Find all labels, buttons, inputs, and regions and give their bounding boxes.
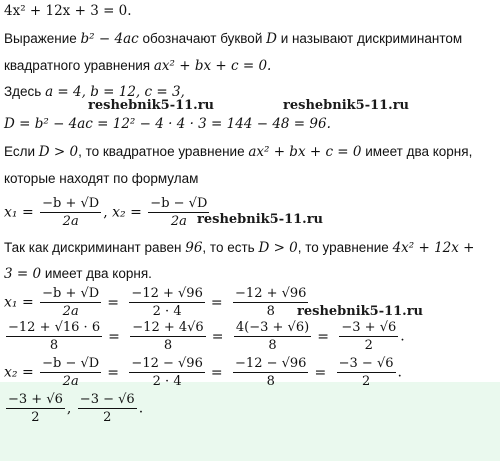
- math: D > 0: [258, 240, 298, 256]
- fraction: $\frac{-3 + √6}{2}$: [8, 392, 63, 425]
- text-line-condition: [4, 143, 472, 161]
- fraction: $\frac{-b - √D}{2a}$: [150, 196, 208, 229]
- text-line-formulas: которые находят по формулам: [4, 171, 199, 186]
- text: имеет два корня,: [361, 144, 473, 159]
- root1-simplify: $\frac{-12 + √16 \cdot 6}{8}$ = $\frac{-12 + 4√6}{8}$ = $\frac{4(-3 + √6)}{8}$ = $\frac{-3 + √6}{2}$ .: [8, 320, 405, 353]
- roots-formula: x₁ = $\frac{-b + √D}{2a}$ , x₂ = $\frac{-b - √D}{2a}$: [4, 196, 208, 229]
- watermark: reshebnik5-11.ru: [88, 98, 215, 113]
- math: D: [266, 31, 277, 47]
- text-line-quadratic: [4, 57, 271, 75]
- math: x₁ =: [4, 204, 34, 221]
- fraction: $\frac{-3 + √6}{2}$: [341, 320, 397, 353]
- discriminant-calc: D = b² − 4ac = 12² − 4 · 4 · 3 = 144 − 48 = 96.: [4, 116, 331, 132]
- equation-line: 4x² + 12x + 3 = 0.: [4, 3, 132, 19]
- fraction: $\frac{-b + √D}{2a}$: [42, 196, 100, 229]
- math: 3 = 0: [4, 266, 42, 282]
- text: квадратного уравнения: [4, 58, 154, 73]
- watermark: reshebnik5-11.ru: [283, 98, 410, 113]
- fraction: $\frac{-12 - √96}{2 \cdot 4}$: [131, 356, 203, 389]
- text: имеет два корня.: [41, 266, 152, 281]
- fraction: $\frac{-12 + √16 \cdot 6}{8}$: [8, 320, 101, 353]
- text: Выражение: [4, 31, 81, 46]
- root2-calc: x₂ = $\frac{-b - √D}{2a}$ = $\frac{-12 - √96}{2 \cdot 4}$ = $\frac{-12 - √96}{8}$ = $\frac{-3 - √6}{2}$ .: [4, 356, 402, 389]
- text: , то есть: [202, 240, 259, 255]
- watermark: reshebnik5-11.ru: [197, 212, 324, 227]
- math: D > 0: [38, 144, 79, 160]
- math: ax² + bx + c = 0: [248, 144, 362, 160]
- text: Здесь: [4, 84, 46, 99]
- root1-calc: x₁ = $\frac{-b + √D}{2a}$ = $\frac{-12 + √96}{2 \cdot 4}$ = $\frac{-12 + √96}{8}$: [4, 286, 307, 319]
- fraction: $\frac{-3 - √6}{2}$: [338, 356, 394, 389]
- text: Так как дискриминант равен: [4, 240, 186, 255]
- math: ax² + bx + c = 0.: [153, 58, 272, 74]
- text: Если: [4, 144, 39, 159]
- math: a = 4, b = 12, c = 3,: [45, 84, 185, 100]
- math: 96: [185, 240, 203, 256]
- fraction: $\frac{-12 + √96}{2 \cdot 4}$: [131, 286, 203, 319]
- fraction: $\frac{-12 + √96}{8}$: [235, 286, 307, 319]
- text-line-discriminant-def: [4, 30, 462, 48]
- fraction: $\frac{-12 + 4√6}{8}$: [132, 320, 204, 353]
- text-line-conclusion: [4, 239, 474, 257]
- text: , то уравнение: [297, 240, 393, 255]
- answer: $\frac{-3 + √6}{2}$ , $\frac{-3 - √6}{2}$ .: [8, 392, 144, 425]
- fraction: $\frac{4(-3 + √6)}{8}$: [235, 320, 310, 353]
- text: обозначают буквой: [138, 31, 267, 46]
- watermark: reshebnik5-11.ru: [297, 304, 424, 319]
- math: b² − 4ac: [80, 31, 139, 47]
- fraction: $\frac{-b + √D}{2a}$: [42, 286, 100, 319]
- math: x₂ =: [112, 204, 142, 221]
- text-line-two-roots: [4, 265, 152, 283]
- fraction: $\frac{-b - √D}{2a}$: [42, 356, 100, 389]
- math: 4x² + 12x +: [392, 240, 475, 256]
- text: , то квадратное уравнение: [78, 144, 249, 159]
- text: и называют дискриминантом: [276, 31, 463, 46]
- fraction: $\frac{-12 - √96}{8}$: [235, 356, 307, 389]
- fraction: $\frac{-3 - √6}{2}$: [79, 392, 135, 425]
